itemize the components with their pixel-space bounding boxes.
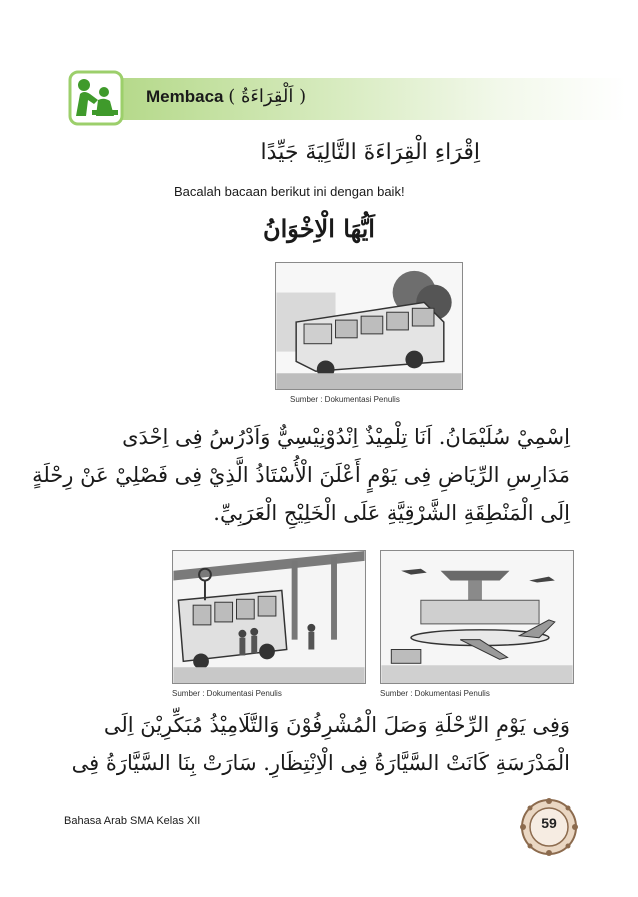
bus-illustration [275, 262, 463, 390]
story-paragraph-2 [71, 706, 570, 782]
instruction-arabic: اِقْرَاءِ الْقِرَاءَةَ التَّالِيَةَ جَيِّدًا [260, 140, 480, 165]
bus-figure-caption: Sumber : Dokumentasi Penulis [290, 395, 400, 404]
section-title-arabic: ( اَلْقِرَاءَةُ ) [228, 86, 307, 107]
section-title [146, 86, 306, 107]
instruction-indonesian: Bacalah bacaan berikut ini dengan baik! [174, 184, 405, 199]
airport-illustration [380, 550, 574, 684]
airport-figure-caption: Sumber : Dokumentasi Penulis [380, 689, 490, 698]
reading-logo-icon [68, 70, 124, 126]
bus-station-illustration [172, 550, 366, 684]
station-figure-caption: Sumber : Dokumentasi Penulis [172, 689, 282, 698]
story-paragraph-1 [32, 418, 570, 532]
book-title: Bahasa Arab SMA Kelas XII [64, 815, 201, 827]
paragraph-1-line-1: اِسْمِيْ سُلَيْمَانُ. اَنَا تِلْمِيْذٌ اِنْدُوْنِيْسِيٌّ وَاَدْرُسُ فِى اِحْدَى [122, 425, 570, 449]
paragraph-2-line-2: الْمَدْرَسَةِ كَانَتْ السَّيَّارَةُ فِى الْاِنْتِظَارِ. سَارَتْ بِنَا السَّيَّارَةُ فِى [71, 751, 570, 775]
paragraph-1-line-3: اِلَى الْمَنْطِقَةِ الشَّرْقِيَّةِ عَلَى الْخَلِيْجِ الْعَرَبِيِّ. [213, 501, 570, 525]
page-number: 59 [541, 815, 557, 831]
paragraph-1-line-2: مَدَارِسِ الرِّيَاضِ فِى يَوْمٍ أَعْلَنَ الْأُسْتَاذُ الَّذِيْ فِى فَصْلِيْ عَنْ رِحْلَةٍ [32, 463, 570, 487]
paragraph-2-line-1: وَفِى يَوْمِ الرِّحْلَةِ وَصَلَ الْمُشْرِفُوْنَ وَالتَّلَامِيْذُ مُبَكِّرِيْنَ اِلَى [103, 713, 570, 737]
story-title: اَيُّهَا الْاِخْوَانُ [263, 214, 375, 243]
section-title-latin: Membaca [146, 87, 224, 106]
